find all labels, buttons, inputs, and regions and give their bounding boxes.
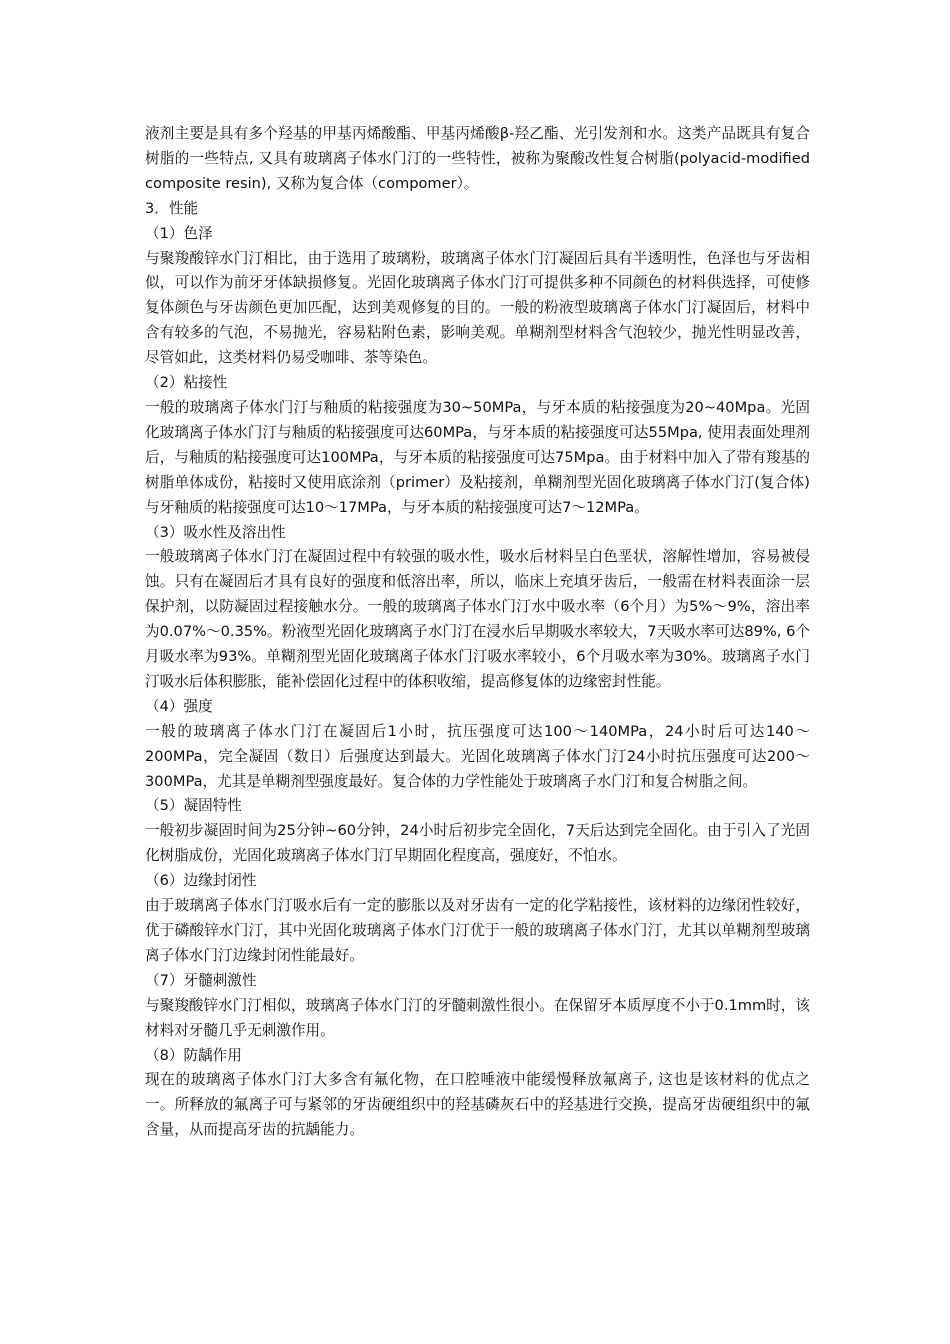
- body-paragraph-compomer: 液剂主要是具有多个羟基的甲基丙烯酸酯、甲基丙烯酸β-羟乙酯、光引发剂和水。这类产品既具有复合树脂的一些特点, 又具有玻璃离子体水门汀的一些特性，被称为聚酸改性复合树脂(polyacid-modified composite resin), 又称为复合体（compomer）。: [145, 125, 810, 192]
- subheading-water-absorption: （3）吸水性及溶出性: [145, 523, 286, 541]
- body-paragraph-marginal-seal: 由于玻璃离子体水门汀吸水后有一定的膨胀以及对牙齿有一定的化学粘接性，该材料的边缘闭性较好，优于磷酸锌水门汀，其中光固化玻璃离子体水门汀优于一般的玻璃离子体水门汀，尤其以单糊剂型玻璃离子体水门汀边缘封闭性能最好。: [145, 897, 810, 964]
- subheading-color: （1）色泽: [145, 224, 213, 242]
- subheading-setting: （5）凝固特性: [145, 797, 242, 815]
- body-paragraph-water-absorption: 一般玻璃离子体水门汀在凝固过程中有较强的吸水性，吸水后材料呈白色垩状，溶解性增加，容易被侵蚀。只有在凝固后才具有良好的强度和低溶出率，所以，临床上充填牙齿后，一般需在材料表面涂一层保护剂，以防凝固过程接触水分。一般的玻璃离子体水门汀水中吸水率（6个月）为5%～9%，溶出率为0.07%～0.35%。粉液型光固化玻璃离子水门汀在浸水后早期吸水率较大，7天吸水率可达89%, 6个月吸水率为93%。单糊剂型光固化玻璃离子体水门汀吸水率较小，6个月吸水率为30%。玻璃离子水门汀吸水后体积膨胀，能补偿固化过程中的体积收缩，提高修复体的边缘密封性能。: [145, 548, 810, 690]
- subheading-pulp-irritation: （7）牙髓刺激性: [145, 971, 257, 989]
- body-paragraph-color: 与聚羧酸锌水门汀相比，由于选用了玻璃粉，玻璃离子体水门汀凝固后具有半透明性，色泽也与牙齿相似，可以作为前牙牙体缺损修复。光固化玻璃离子体水门汀可提供多种不同颜色的材料供选择，可使修复体颜色与牙齿颜色更加匹配，达到美观修复的目的。一般的粉液型玻璃离子体水门汀凝固后，材料中含有较多的气泡，不易抛光，容易粘附色素，影响美观。单糊剂型材料含气泡较少，抛光性明显改善，尽管如此，这类材料仍易受咖啡、茶等染色。: [145, 249, 810, 367]
- body-paragraph-pulp-irritation: 与聚羧酸锌水门汀相似，玻璃离子体水门汀的牙髓刺激性很小。在保留牙本质厚度不小于0.1mm时，该材料对牙髓几乎无刺激作用。: [145, 996, 810, 1039]
- body-paragraph-anticaries: 现在的玻璃离子体水门汀大多含有氟化物，在口腔唾液中能缓慢释放氟离子, 这也是该材料的优点之一。所释放的氟离子可与紧邻的牙齿硬组织中的羟基磷灰石中的羟基进行交换，提高牙齿硬组织中的氟含量，从而提高牙齿的抗龋能力。: [145, 1071, 810, 1139]
- body-paragraph-strength: 一般的玻璃离子体水门汀在凝固后1小时，抗压强度可达100～140MPa，24小时后可达140～200MPa，完全凝固（数日）后强度达到最大。光固化玻璃离子体水门汀24小时抗压强度可达200～300MPa，尤其是单糊剂型强度最好。复合体的力学性能处于玻璃离子水门汀和复合树脂之间。: [145, 722, 810, 790]
- body-paragraph-setting: 一般初步凝固时间为25分钟~60分钟，24小时后初步完全固化，7天后达到完全固化。由于引入了光固化树脂成份，光固化玻璃离子体水门汀早期固化程度高，强度好，不怕水。: [145, 822, 810, 865]
- body-paragraph-adhesion: 一般的玻璃离子体水门汀与釉质的粘接强度为30~50MPa，与牙本质的粘接强度为20~40Mpa。光固化玻璃离子体水门汀与釉质的粘接强度可达60MPa，与牙本质的粘接强度可达55Mpa, 使用表面处理剂后，与釉质的粘接强度可达100MPa，与牙本质的粘接强度可达75Mpa。由于材料中加入了带有羧基的树脂单体成份，粘接时又使用底涂剂（primer）及粘接剂，单糊剂型光固化玻璃离子体水门汀(复合体)与牙釉质的粘接强度可达10～17MPa，与牙本质的粘接强度可达7～12MPa。: [145, 398, 810, 516]
- section-heading-properties: 3．性能: [145, 199, 199, 217]
- subheading-anticaries: （8）防龋作用: [145, 1046, 242, 1064]
- subheading-strength: （4）强度: [145, 697, 213, 715]
- subheading-marginal-seal: （6）边缘封闭性: [145, 872, 257, 890]
- document-page: [145, 122, 810, 1143]
- subheading-adhesion: （2）粘接性: [145, 374, 228, 392]
